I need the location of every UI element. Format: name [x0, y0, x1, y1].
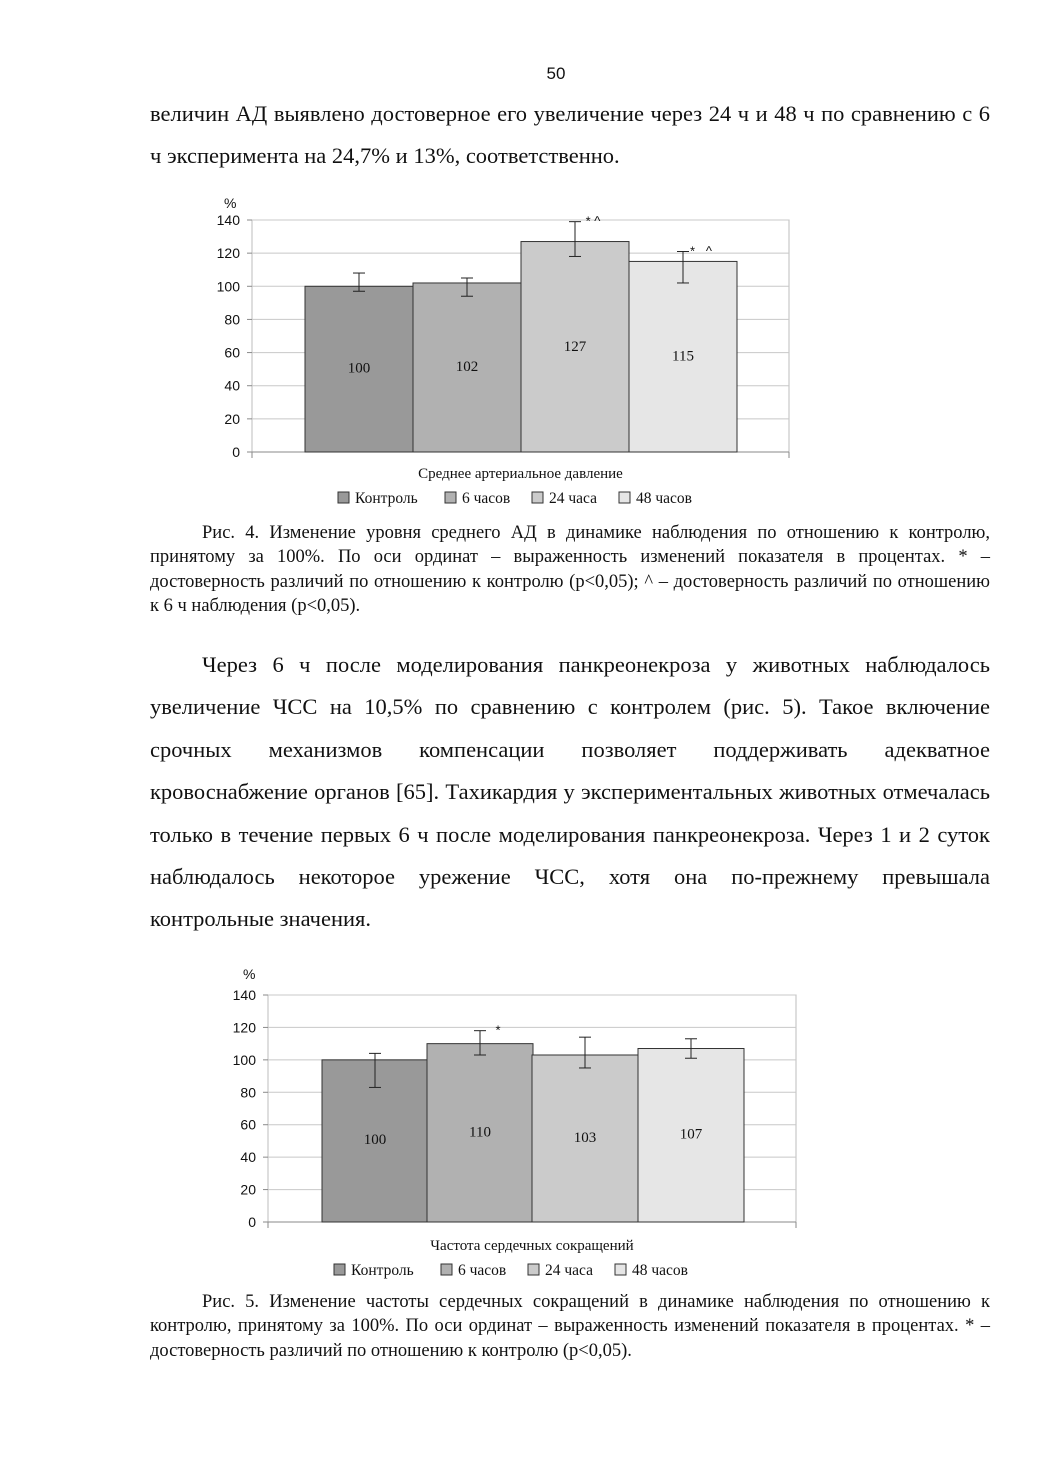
chart-mean-arterial-pressure — [0, 190, 1039, 515]
legend-label: 48 часов — [632, 1262, 688, 1279]
data-label: 107 — [679, 1126, 703, 1143]
paragraph-2-text: Через 6 ч после моделирования панкреонекроза у животных наблюдалось увеличение ЧСС на 10,5% по сравнению с контролем (рис. 5). Такое включение срочных механизмов компенсации позволяет поддерживать адекватное кровоснабжение органов [65]. Тахикардия у экспериментальных животных отмечалась только в течение первых 6 ч после моделирования панкреонекроза. Через 1 и 2 суток наблюдалось некоторое урежение ЧСС, хотя она по-прежнему превышала контрольные значения. — [150, 652, 990, 932]
x-axis-label: Частота сердечных сокращений — [430, 1238, 634, 1254]
y-tick-label: 40 — [224, 377, 240, 394]
y-tick-label: 0 — [232, 444, 240, 460]
y-tick-label: 60 — [224, 344, 240, 361]
y-tick-label: 60 — [240, 1116, 256, 1133]
y-tick-label: 80 — [224, 311, 240, 328]
legend-swatch — [615, 1264, 626, 1275]
chart-heart-rate — [0, 962, 1039, 1287]
y-tick-label: 120 — [232, 1019, 256, 1036]
legend-label: Контроль — [355, 490, 418, 507]
paragraph-1-text: величин АД выявлено достоверное его увеличение через 24 ч и 48 ч по сравнению с 6 ч эксперимента на 24,7% и 13%, соответственно. — [150, 101, 990, 169]
figure-5-caption-text: Рис. 5. Изменение частоты сердечных сокращений в динамике наблюдения по отношению к контролю, принятому за 100%. По оси ординат – выраженность изменений показателя в процентах. * – достоверность различий по отношению к контролю (р<0,05). — [150, 1292, 990, 1361]
legend-label: 24 часа — [545, 1262, 593, 1279]
figure-5-caption — [150, 1290, 990, 1363]
legend-swatch — [532, 492, 543, 503]
body-paragraph-2 — [150, 644, 990, 941]
y-tick-label: 120 — [216, 245, 240, 262]
significance-annotation: * — [495, 1022, 501, 1038]
data-label: 100 — [347, 360, 371, 377]
significance-annotation: * ^ — [690, 243, 712, 259]
data-label: 100 — [363, 1132, 387, 1149]
legend-swatch — [445, 492, 456, 503]
y-axis-label: % — [243, 966, 256, 982]
y-tick-label: 100 — [232, 1051, 256, 1068]
legend-swatch — [441, 1264, 452, 1275]
legend-swatch — [619, 492, 630, 503]
data-label: 102 — [455, 358, 479, 375]
data-label: 115 — [672, 348, 694, 365]
body-paragraph-1 — [150, 93, 990, 178]
figure-4-caption — [150, 521, 990, 618]
data-label: 103 — [573, 1129, 597, 1146]
legend-swatch — [334, 1264, 345, 1275]
y-tick-label: 0 — [248, 1214, 256, 1230]
legend-label: 48 часов — [636, 490, 692, 507]
data-label: 127 — [563, 338, 587, 355]
legend-label: 24 часа — [549, 490, 597, 507]
figure-4-caption-text: Рис. 4. Изменение уровня среднего АД в динамике наблюдения по отношению к контролю, принятому за 100%. По оси ординат – выраженность изменений показателя в процентах. * – достоверность различий по отношению к контролю (р<0,05); ^ – достоверность различий по отношению к 6 ч наблюдения (р<0,05). — [150, 523, 990, 616]
legend-swatch — [528, 1264, 539, 1275]
legend-label: Контроль — [351, 1262, 414, 1279]
y-tick-label: 140 — [232, 987, 256, 1003]
data-label: 110 — [469, 1124, 491, 1141]
legend-swatch — [338, 492, 349, 503]
y-tick-label: 80 — [240, 1084, 256, 1101]
legend-label: 6 часов — [462, 490, 511, 507]
y-tick-label: 40 — [240, 1149, 256, 1166]
y-axis-label: % — [224, 195, 237, 211]
page-number: 50 — [546, 64, 566, 83]
legend-label: 6 часов — [458, 1262, 507, 1279]
y-tick-label: 100 — [216, 278, 240, 295]
y-tick-label: 140 — [216, 212, 240, 228]
y-tick-label: 20 — [224, 410, 240, 427]
significance-annotation: * ^ — [585, 213, 601, 229]
x-axis-label: Среднее артериальное давление — [418, 466, 623, 482]
y-tick-label: 20 — [240, 1181, 256, 1198]
